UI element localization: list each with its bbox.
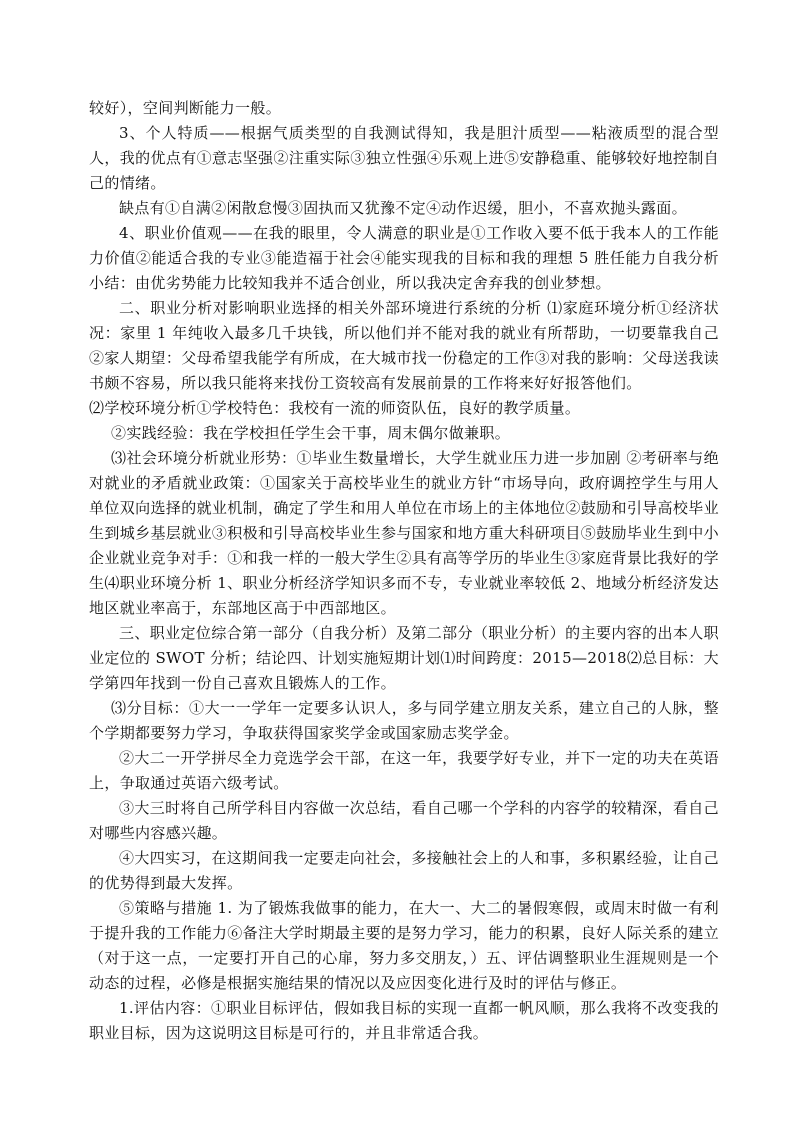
- paragraph: 4、职业价值观——在我的眼里，令人满意的职业是①工作收入要不低于我本人的工作能力价值②能适合我的专业③能造福于社会④能实现我的目标和我的理想 5 胜任能力自我分析小结：由优劣势能力比较知我并不适合创业，所以我决定舍弃我的创业梦想。: [89, 224, 719, 292]
- paragraph: ⑤策略与措施 1. 为了锻炼我做事的能力，在大一、大二的暑假寒假，或周末时做一有利于提升我的工作能力⑥备注大学时期最主要的是努力学习，能力的积累，良好人际关系的建立（对于这一点，一定要打开自己的心扉，努力多交朋友，）五、评估调整职业生涯规则是一个动态的过程，必修是根据实施结果的情况以及应因变化进行及时的评估与修正。: [89, 899, 719, 992]
- paragraph: ②实践经验：我在学校担任学生会干事，周末偶尔做兼职。: [111, 424, 511, 442]
- paragraph: 3、个人特质——根据气质类型的自我测试得知，我是胆汁质型——粘液质型的混合型人，我的优点有①意志坚强②注重实际③独立性强④乐观上进⑤安静稳重、能够较好地控制自己的情绪。: [89, 124, 719, 192]
- paragraph: ⑶分目标：①大一一学年一定要多认识人，多与同学建立朋友关系，建立自己的人脉，整个学期都要努力学习，争取获得国家奖学金或国家励志奖学金。: [89, 699, 719, 742]
- paragraph: ②大二一开学拼尽全力竞选学会干部，在这一年，我要学好专业，并下一定的功夫在英语上，争取通过英语六级考试。: [89, 749, 719, 792]
- paragraph: 三、职业定位综合第一部分（自我分析）及第二部分（职业分析）的主要内容的出本人职业定位的 SWOT 分析；结论四、计划实施短期计划⑴时间跨度：2015—2018⑵总目标：大学第四年找到一份自己喜欢且锻炼人的工作。: [89, 624, 719, 692]
- paragraph: 1.评估内容：①职业目标评估，假如我目标的实现一直都一帆风顺，那么我将不改变我的职业目标，因为这说明这目标是可行的，并且非常适合我。: [89, 999, 719, 1042]
- paragraph: 二、职业分析对影响职业选择的相关外部环境进行系统的分析 ⑴家庭环境分析①经济状况：家里 1 年纯收入最多几千块钱，所以他们并不能对我的就业有所帮助，一切要靠我自己②家人期望：父母希望我能学有所成，在大城市找一份稳定的工作③对我的影响：父母送我读书颇不容易，所以我只能将来找份工资较高有发展前景的工作将来好好报答他们。: [89, 299, 719, 392]
- paragraph: ⑵学校环境分析①学校特色：我校有一流的师资队伍，良好的教学质量。: [89, 399, 581, 417]
- paragraph: ⑶社会环境分析就业形势：①毕业生数量增长，大学生就业压力进一步加剧 ②考研率与绝对就业的矛盾就业政策：①国家关于高校毕业生的就业方针“市场导向，政府调控学生与用人单位双向选择的就业机制，确定了学生和用人单位在市场上的主体地位②鼓励和引导高校毕业生到城乡基层就业③积极和引导高校毕业生参与国家和地方重大科研项目⑤鼓励毕业生到中小企业就业竞争对手：①和我一样的一般大学生②具有高等学历的毕业生③家庭背景比我好的学生⑷职业环境分析 1、职业分析经济学知识多而不专，专业就业率较低 2、地域分析经济发达地区就业率高于，东部地区高于中西部地区。: [89, 449, 719, 617]
- paragraph: ③大三时将自己所学科目内容做一次总结，看自己哪一个学科的内容学的较精深，看自己对哪些内容感兴趣。: [89, 799, 719, 842]
- paragraph: 缺点有①自满②闲散怠慢③固执而又犹豫不定④动作迟缓，胆小，不喜欢抛头露面。: [119, 199, 687, 217]
- paragraph: ④大四实习，在这期间我一定要走向社会，多接触社会上的人和事，多积累经验，让自己的优势得到最大发挥。: [89, 849, 719, 892]
- paragraph: 较好），空间判断能力一般。: [89, 99, 282, 117]
- document-body: [89, 96, 719, 1046]
